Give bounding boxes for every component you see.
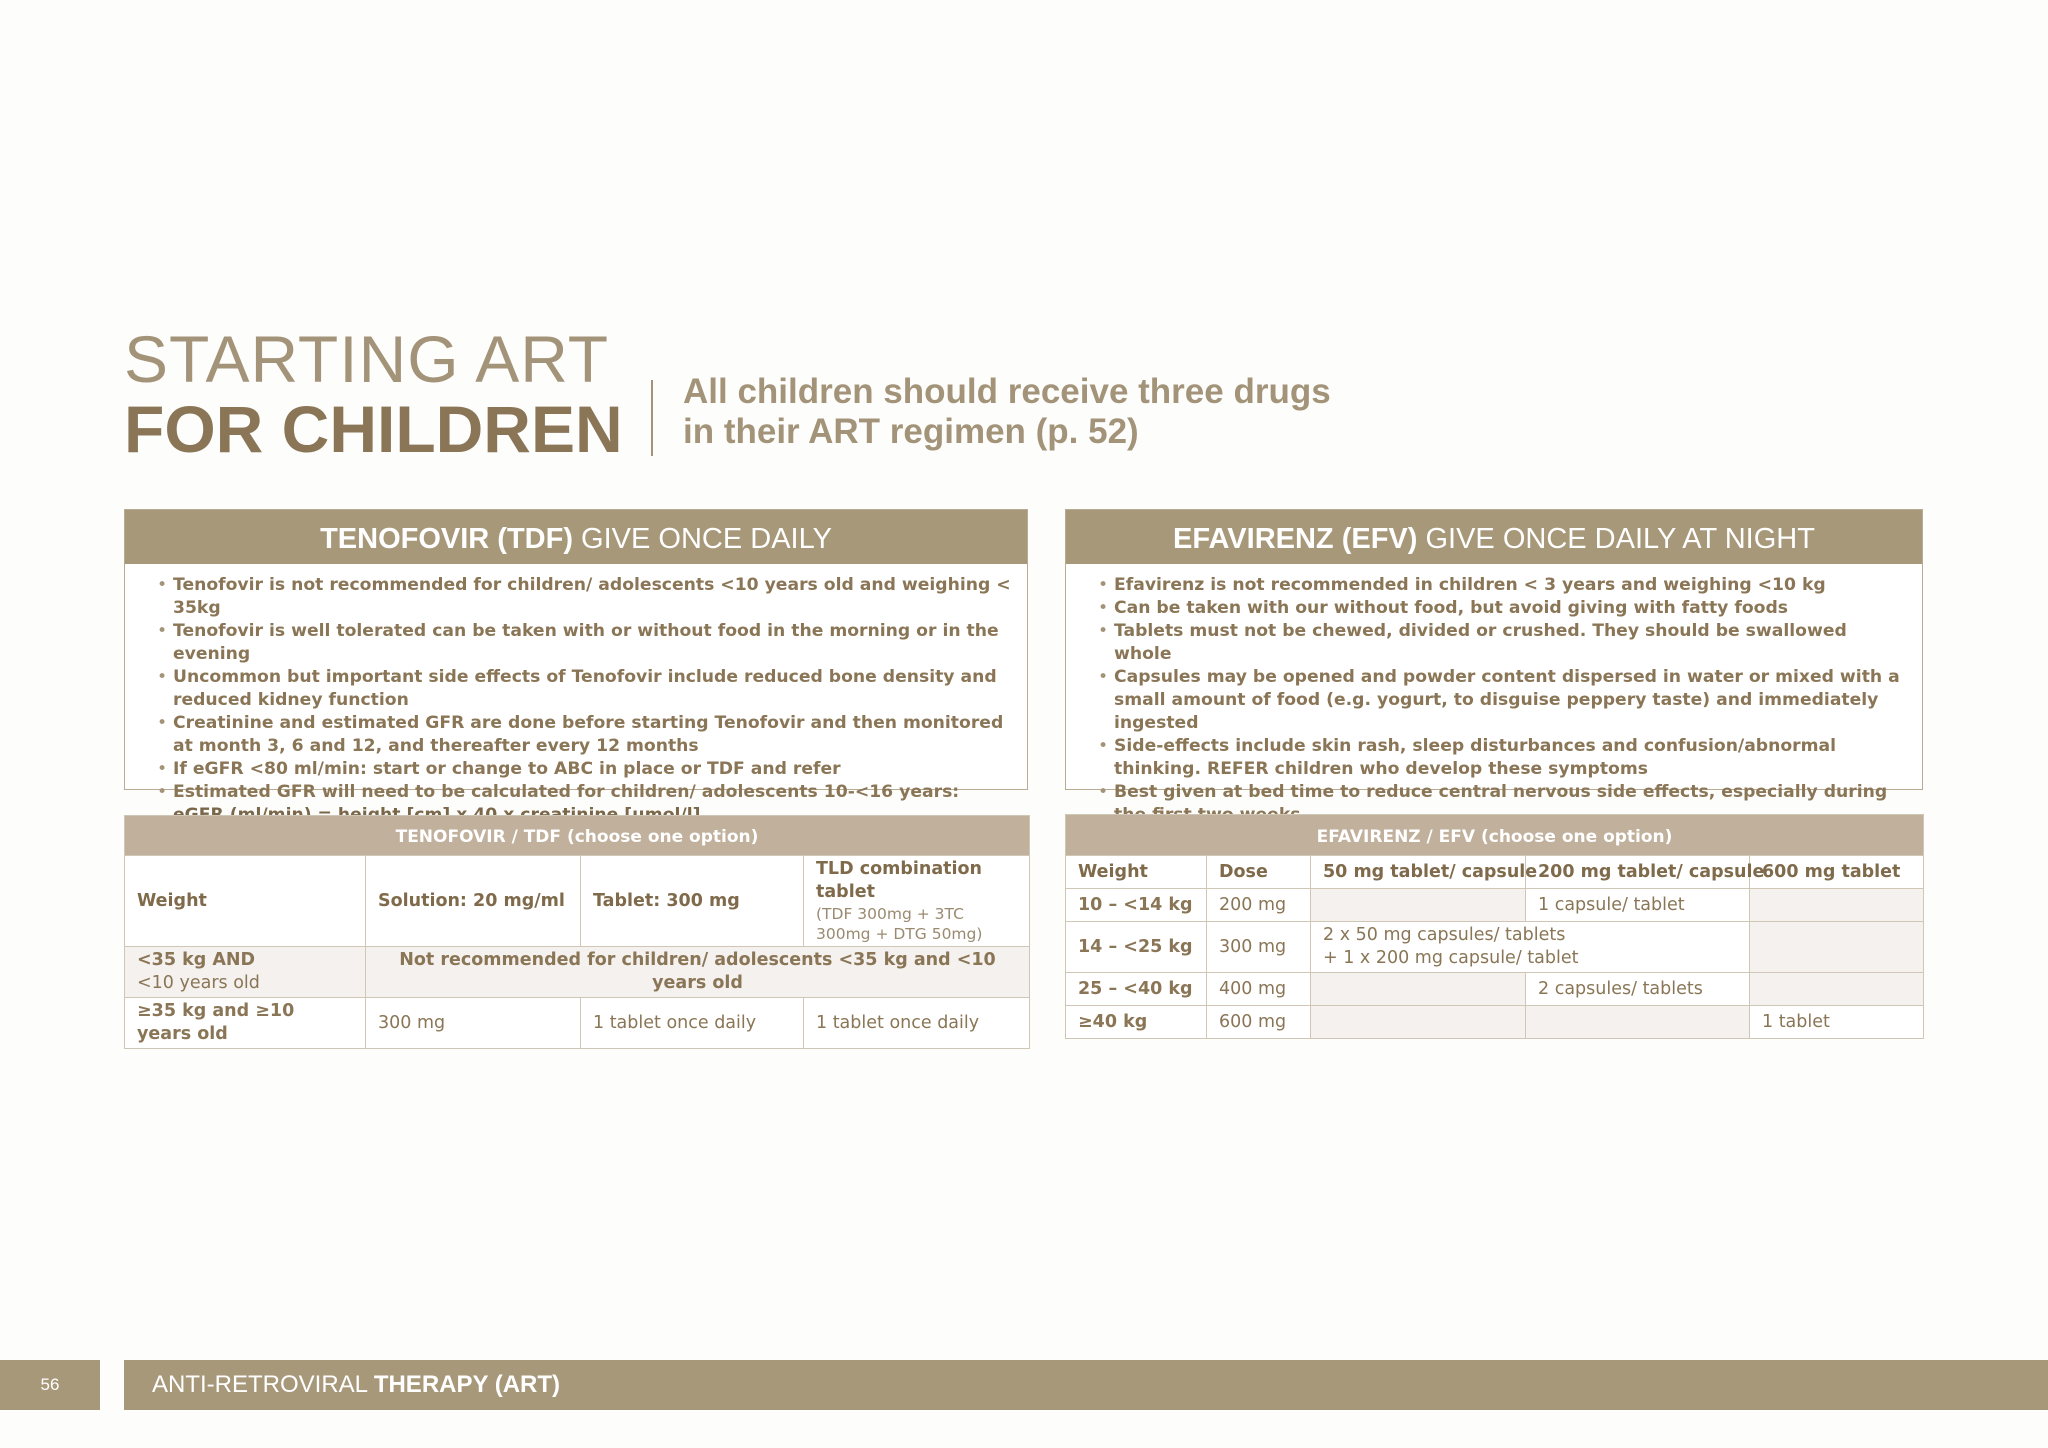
dose-200mg-cell: 2 capsules/ tablets [1526,973,1750,1006]
dose-600mg-cell [1750,889,1924,922]
tdf-drug-name: TENOFOVIR (TDF) [320,523,573,555]
solution-dose-cell: 300 mg [366,998,581,1049]
efv-drug-name: EFAVIRENZ (EFV) [1173,523,1418,555]
list-item: • Creatinine and estimated GFR are done before starting Tenofovir and then monitored at month 3, 6 and 12, and thereafter every 12 months [173,712,1017,758]
tld-dose-cell: 1 tablet once daily [804,998,1030,1049]
tld-title: TLD combination tablet [816,859,982,902]
tld-composition: (TDF 300mg + 3TC 300mg + DTG 50mg) [816,905,983,943]
list-item: • Capsules may be opened and powder content dispersed in water or mixed with a small amount of food (e.g. yogurt, to disguise peppery taste) and immediately ingested [1114,666,1908,735]
not-recommended-note: Not recommended for children/ adolescents <35 kg and <10 years old [366,947,1030,998]
dose-600mg-cell [1750,973,1924,1006]
section-title-light: ANTI-RETROVIRAL [152,1371,374,1398]
egfr-intro: Estimated GFR will need to be calculated for children/ adolescents 10-<16 years: [173,782,960,802]
col-header-tablet: Tablet: 300 mg [581,856,804,947]
col-header-weight: Weight [125,856,366,947]
efv-table-caption: EFAVIRENZ / EFV (choose one option) [1066,815,1924,856]
efv-card-header [1066,510,1922,564]
weight-cell: 10 – <14 kg [1066,889,1207,922]
table-row [125,998,1030,1049]
page-subtitle: All children should receive three drugs in their ART regimen (p. 52) [683,372,1331,451]
tablet-dose-cell: 1 tablet once daily [581,998,804,1049]
tdf-card-header [125,510,1027,564]
list-item: • If eGFR <80 ml/min: start or change to ABC in place or TDF and refer [173,758,1017,781]
title-line-1: STARTING ART [124,322,610,396]
list-item: • Can be taken with our without food, but avoid giving with fatty foods [1114,597,1908,620]
title-divider [651,380,653,456]
list-item: • Tenofovir is not recommended for children/ adolescents <10 years old and weighing < 35kg [173,574,1017,620]
col-header-tld [804,856,1030,947]
dose-600mg-cell: 1 tablet [1750,1006,1924,1039]
title-line-2: FOR CHILDREN [124,392,623,466]
weight-cell: 25 – <40 kg [1066,973,1207,1006]
col-header-solution: Solution: 20 mg/ml [366,856,581,947]
weight-cell: ≥40 kg [1066,1006,1207,1039]
weight-cell [125,947,366,998]
combo-dose-text: 2 x 50 mg capsules/ tablets + 1 x 200 mg capsule/ tablet [1323,925,1579,968]
dose-600mg-cell [1750,922,1924,973]
dose-50mg-cell [1311,889,1526,922]
table-row [1066,889,1924,922]
list-item: • Best given at bed time to reduce central nervous side effects, especially during [1114,781,1908,827]
list-item: • Tablets must not be chewed, divided or crushed. They should be swallowed whole [1114,620,1908,666]
efv-dosing-table [1065,814,1924,1039]
tdf-table-caption: TENOFOVIR / TDF (choose one option) [125,816,1030,856]
col-header-dose: Dose [1207,856,1311,889]
section-title-bold: THERAPY (ART) [373,1371,561,1398]
tdf-instruction: GIVE ONCE DAILY [573,523,832,555]
efv-bullet-list [1066,574,1922,827]
age-under-10: <10 years old [137,973,260,993]
list-item: • Tenofovir is well tolerated can be taken with or without food in the morning or in the evening [173,620,1017,666]
list-item: • Efavirenz is not recommended in children < 3 years and weighing <10 kg [1114,574,1908,597]
col-header-weight: Weight [1066,856,1207,889]
tdf-dosing-table [124,815,1030,1049]
tdf-info-card [124,509,1028,802]
weight-cell: 14 – <25 kg [1066,922,1207,973]
dose-cell: 300 mg [1207,922,1311,973]
dose-50mg-cell [1311,922,1750,973]
efv-info-card [1065,509,1923,802]
table-row [125,947,1030,998]
dose-200mg-cell: 1 capsule/ tablet [1526,889,1750,922]
tdf-bullet-list [125,574,1027,827]
list-item: • Uncommon but important side effects of Tenofovir include reduced bone density and reduced kidney function [173,666,1017,712]
dose-cell: 600 mg [1207,1006,1311,1039]
page-number: 56 [0,1360,100,1410]
col-header-600mg: 600 mg tablet [1750,856,1924,889]
dose-200mg-cell [1526,1006,1750,1039]
table-row [1066,922,1924,973]
table-row [1066,1006,1924,1039]
dose-50mg-cell [1311,1006,1526,1039]
dose-cell: 400 mg [1207,973,1311,1006]
list-item: • Side-effects include skin rash, sleep disturbances and confusion/abnormal thinking. REFER children who develop these symptoms [1114,735,1908,781]
page-title [124,322,623,466]
table-row [1066,973,1924,1006]
dose-cell: 200 mg [1207,889,1311,922]
dose-50mg-cell [1311,973,1526,1006]
col-header-50mg: 50 mg tablet/ capsule [1311,856,1526,889]
weight-under-35: <35 kg AND [137,950,256,970]
weight-cell: ≥35 kg and ≥10 years old [125,998,366,1049]
col-header-200mg: 200 mg tablet/ capsule [1526,856,1750,889]
section-footer [124,1360,2048,1410]
efv-instruction: GIVE ONCE DAILY AT NIGHT [1417,523,1815,555]
